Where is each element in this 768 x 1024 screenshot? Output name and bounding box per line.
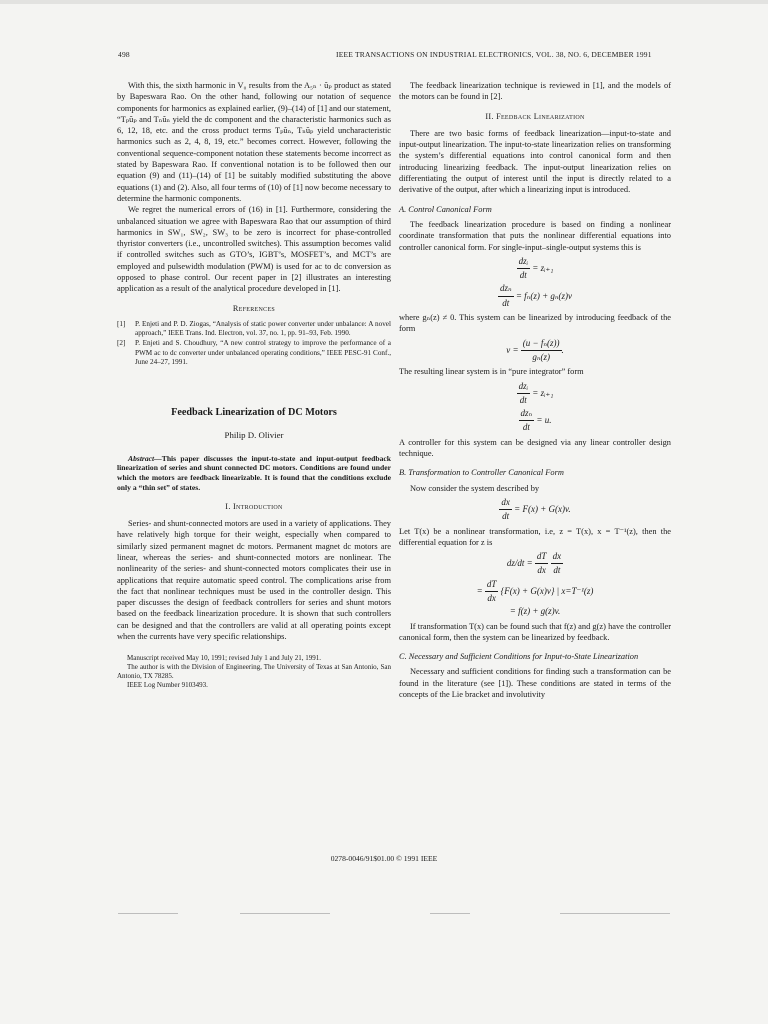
equation-row [399,579,671,605]
where-paragraph: where gₙ(z) ≠ 0. This system can be linearized by introducing feedback of the form [399,313,671,334]
equation-tail: . [561,344,564,355]
equation-rhs: = f(z) + g(z)v. [509,606,561,617]
resulting-paragraph: The resulting linear system is in “pure integrator” form [399,367,584,377]
footnote-log-number: IEEE Log Number 9103493. [127,680,208,689]
denominator: dt [519,394,527,405]
fraction [485,579,499,605]
copyright-footer: 0278-0046/91$01.00 © 1991 IEEE [330,854,438,863]
numerator: dx [551,551,564,564]
paper-title: Feedback Linearization of DC Motors [171,406,337,418]
references-heading: References [232,303,276,313]
fraction [498,283,514,309]
equation-integrator [399,381,671,434]
numerator: dx [499,497,512,510]
abstract-label: Abstract— [128,453,162,463]
equation-rhs: {F(x) + G(x)v} | x=T⁻¹(z) [500,585,594,596]
numerator: dzₙ [519,408,535,421]
intro-paragraph: Series- and shunt-connected motors are used in a variety of applications. They have relatively high torque for their weight, especially when compared to similarly sized permanent magnet dc motors. Permanent magnet dc motors are linear, whereas the series- and shunt-connected motors are nonlinear. The nonlinearity of the series- and shunt-connected motors complicates their use in applications that require automatic speed control. The complications arise from the fact that nonlinear techniques must be used in the controller design. This paper discusses the design of feedback controllers for series and shunt motors based on the feedback linearization procedure. It is shown that such controllers can be designed and that the controllers are valid at all operating points except when the currents have very specific relationships. [117,519,391,641]
right-column [399,80,671,700]
equation-row [399,283,671,309]
denominator: dx [487,592,496,603]
abstract [117,454,391,493]
transform-paragraph: If transformation T(x) can be found such that f(z) and g(z) have the controller canonical form, then the system can be linearized by feedback. [399,621,671,642]
equation-row [399,606,671,617]
subsection-c-paragraph: Necessary and sufficient conditions for finding such a transformation can be found in the literature (see [1]). These conditions are stated in terms of the concepts of the Lie bracket and involutivity [399,667,671,700]
scan-artifact [118,913,178,914]
reference-item [117,339,391,367]
reference-item [117,320,391,338]
subsection-a-paragraph: The feedback linearization procedure is based on finding a nonlinear coordinate transformation that puts the nonlinear differential equations into controller canonical form. For single-input–single-output systems this is [399,219,671,252]
equation-row [399,338,671,364]
equation-row [399,256,671,282]
scan-artifact [430,913,470,914]
denominator: dx [537,565,546,576]
numerator: dT [485,579,499,592]
reference-number: [2] [117,339,126,348]
journal-header: IEEE TRANSACTIONS ON INDUSTRIAL ELECTRONICS, VOL. 38, NO. 6, DECEMBER 1991 [336,50,652,59]
page-number: 498 [118,50,130,59]
page-top-edge [0,0,768,4]
equation-rhs: = fₙ(z) + gₙ(z)v [515,290,573,301]
equation-rhs: = zᵢ₊₁ [532,387,554,398]
subsection-c-heading: C. Necessary and Sufficient Conditions for Input-to-State Linearization [399,652,639,662]
equation-rhs: = zᵢ₊₁ [532,263,554,273]
numerator: dzₙ [498,283,514,296]
footnote-manuscript: Manuscript received May 10, 1991; revised July 1 and July 21, 1991. [127,654,322,663]
equation-feedback [399,338,671,364]
reference-number: [1] [117,319,126,328]
fraction [521,338,562,364]
fraction [551,551,564,577]
equation-row [399,551,671,577]
paper-author: Philip D. Olivier [224,430,284,441]
equation-lhs: = [476,585,483,596]
equation-chain-rule [399,551,671,617]
reference-text: P. Enjeti and S. Choudhury, “A new control strategy to improve the performance of a PWM ac to dc converter under unbalanced operating conditions,” IEEE PESC-91 Conf., June 24–27, 1991. [135,339,391,366]
equation-row [399,381,671,407]
denominator: dt [519,270,527,281]
footnote-affiliation: The author is with the Division of Engineering, The University of Texas at San Antonio, San Antonio, TX 78285. [117,663,391,680]
left-column [117,80,391,689]
numerator: dzᵢ [517,256,530,269]
footnotes [117,654,391,689]
controller-paragraph: A controller for this system can be designed via any linear controller design technique. [399,437,671,459]
equation-canonical [399,256,671,309]
equation-row [399,497,671,523]
fraction [519,408,535,434]
subsection-b-heading: B. Transformation to Controller Canonical Form [399,468,564,478]
fraction [499,497,512,523]
denominator: dt [502,511,510,522]
equation-lhs: dz/dt = [506,558,533,569]
scan-artifact [560,913,670,914]
section-2-paragraph: There are two basic forms of feedback linearization—input-to-state and input-output linearization. The input-to-state linearization relies on transforming the system’s differential equations into control canonical form and then introducing linearizing feedback. The input-output linearization relies on differentiating the output of interest until the input is directly related to a derivative of the output, after which a linearizing input is introduced. [399,128,671,195]
equation-lhs: v = [506,344,519,355]
fraction [517,256,530,282]
references-list [117,320,391,367]
fraction [535,551,549,577]
denominator: dt [522,422,530,433]
denominator: gₙ(z) [532,351,550,362]
let-paragraph: Let T(x) be a nonlinear transformation, i.e, z = T(x), x = T⁻¹(z), then the differential equation for z is [399,526,671,547]
equation-rhs: = F(x) + G(x)v. [514,504,571,515]
subsection-b-paragraph: Now consider the system described by [410,483,540,493]
reference-text: P. Enjeti and P. D. Ziogas, “Analysis of static power converter under unbalance: A novel approach,” IEEE Trans. Ind. Electron, vol. 37, no. 1, pp. 91–93, Feb. 1990. [135,319,391,338]
subsection-a-heading: A. Control Canonical Form [399,204,492,214]
numerator: dzᵢ [517,381,530,394]
intro-heading: I. Introduction [225,501,283,511]
right-paragraph-1: The feedback linearization technique is reviewed in [1], and the models of the motors can be found in [2]. [399,81,671,102]
equation-system [399,497,671,523]
equation-row [399,408,671,434]
abstract-text: This paper discusses the input-to-state and input-output feedback linearization of series and shunt connected DC motors. Conditions are found under which the motors are feedback linearizable. It is found that the conditions exclude only a “thin set” of states. [117,453,391,492]
denominator: dt [502,297,510,308]
scan-artifact [240,913,330,914]
denominator: dt [553,565,561,576]
section-2-heading: II. Feedback Linearization [485,111,585,121]
numerator: (u − fₙ(z)) [521,338,562,351]
left-paragraph-2: We regret the numerical errors of (16) in [1]. Furthermore, considering the unbalanced situation we agree with Bapeswara Rao that our assumption of third harmonics in SW₁, SW₂, SW₃ to be zero is incorrect for phase-controlled thyristor converters (i.e., uncontrolled switches). This assumption becomes valid if controlled switches such as GTO’s, IGBT’s, MOSFET’s, and MCT’s are employed and pulsewidth modulation (PWM) is used for ac to dc conversion as opposed to phase control. Our recent paper in [2] illustrates an interesting application as a result of the analytical procedure developed in [1]. [117,205,391,294]
equation-rhs: = u. [536,415,552,426]
numerator: dT [535,551,549,564]
left-paragraph-1: With this, the sixth harmonic in V₀ results from the A₅ₙ · ũₚ product as stated by Bapeswara Rao. On the other hand, following our notation of sequence components for harmonics as explained earlier, (9)–(14) of [1] and our statement, “Tₚũₚ and Tₙũₙ yield the dc component and the characteristic harmonics such as 6, 12, 18, etc. and the cross product terms Tₚũₙ, Tₙũₚ yield uncharacteristic harmonics such as 2, 4, 8, 19, etc.” becomes correct. However, following the conventional sequence-component notation these statements become incorrect as stated by Bapeswara Rao. If conventional notation is to be followed then our equation (9) and (11)–(14) of [1] be suitably modified substituting the above equations (1) and (2). Also, all four terms of (10) of [1] now become necessary to determine the harmonic components. [117,81,391,203]
fraction [517,381,530,407]
